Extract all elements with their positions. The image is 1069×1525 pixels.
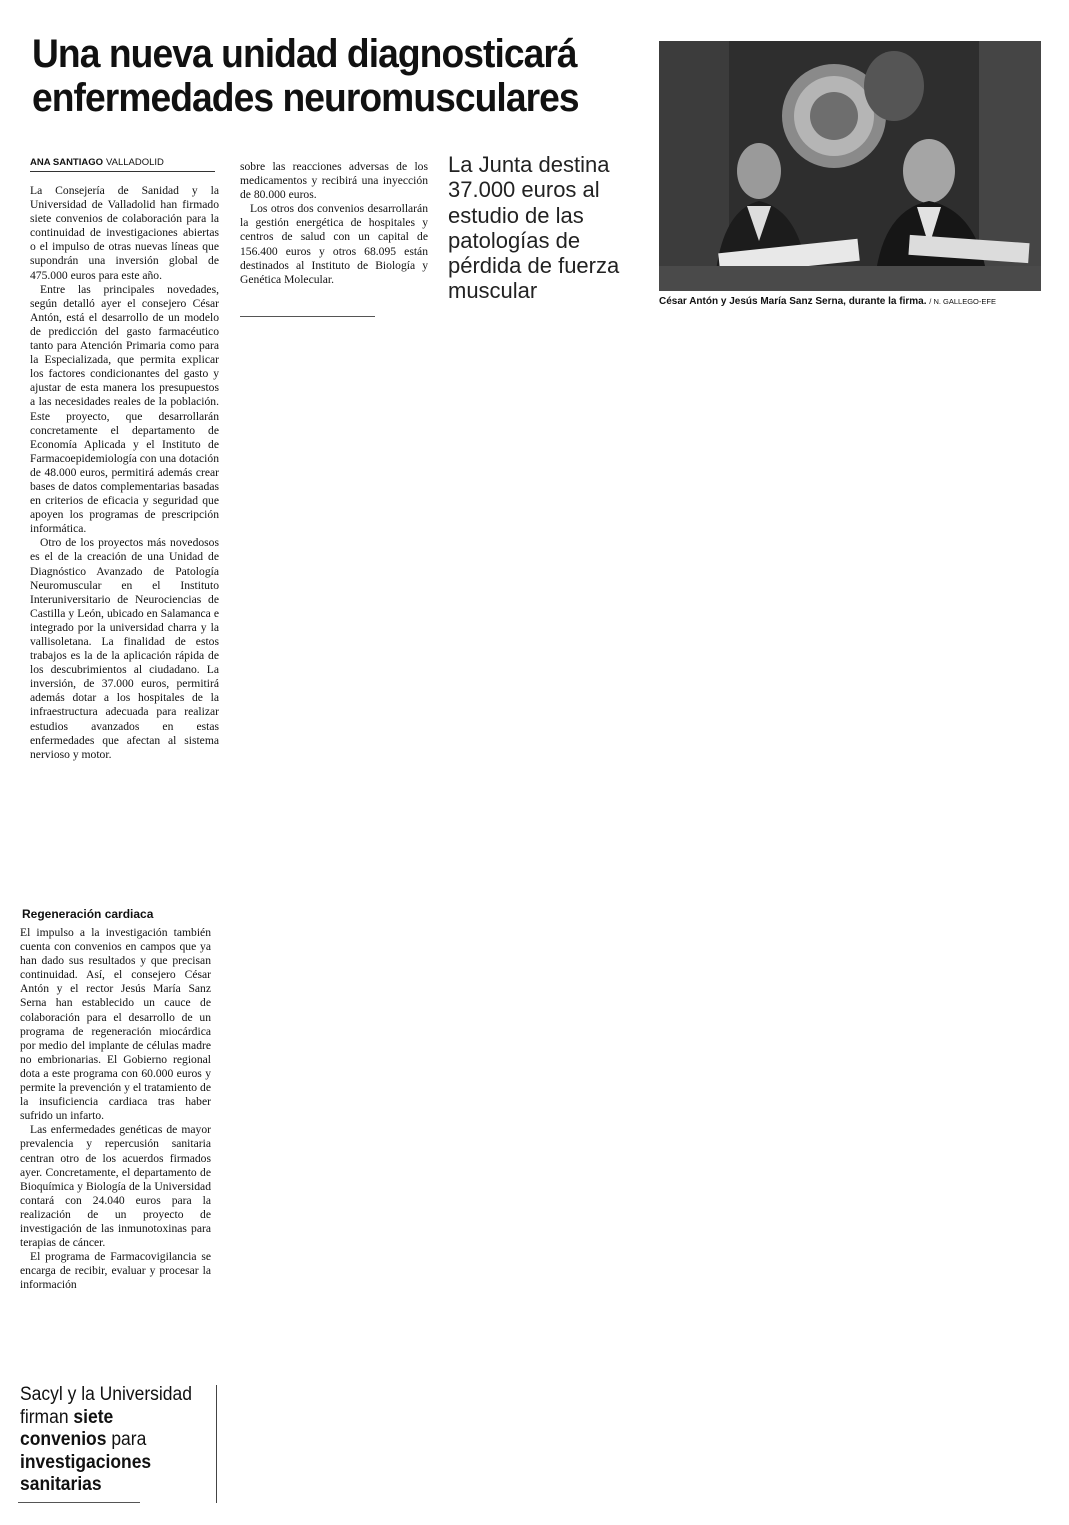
- paragraph: El impulso a la investigación también cuenta con convenios en campos que ya han dado sus resultados y que precisan continuidad. Así, el consejero César Antón y el rector Jesús María Sanz Serna han establecido un cauce de colaboración para el desarrollo de un programa de regeneración miocárdica por medio del implante de células madre no embrionarias. El Gobierno regional dota a este programa con 60.000 euros y permite la prevención y el tratamiento de la insuficiencia cardiaca tras haber sufrido un infarto.: [20, 926, 211, 1123]
- pull-quote: [20, 1384, 204, 1497]
- pull-quote-text: Sacyl y la Universidad firman: [20, 1384, 192, 1428]
- photo-caption: [659, 296, 1049, 307]
- byline: [30, 157, 215, 172]
- paragraph: La Consejería de Sanidad y la Universidad de Valladolid han firmado siete convenios de colaboración para la continuidad de investigaciones abiertas o el impulso de otras nuevas líneas que supondrán una inversión global de 475.000 euros para este año.: [30, 184, 219, 282]
- author: ANA SANTIAGO: [30, 157, 104, 168]
- deck: La Junta destina 37.000 euros al estudio de las patologías de pérdida de fuerza muscular: [448, 152, 620, 304]
- pull-quote-underline: [18, 1502, 140, 1503]
- pull-quote-text: para: [106, 1429, 147, 1450]
- paragraph: sobre las reacciones adversas de los medicamentos y recibirá una inyección de 80.000 euros.: [240, 160, 428, 202]
- caption-text: César Antón y Jesús María Sanz Serna, durante la firma.: [659, 296, 927, 307]
- body-column-1: [30, 184, 219, 762]
- paragraph: Las enfermedades genéticas de mayor prevalencia y repercusión sanitaria centran otro de los acuerdos firmados ayer. Concretamente, el departamento de Bioquímica y Biología de la Universidad contará con 24.040 euros para la realización de un proyecto de investigación de las inmunotoxinas para terapias de cáncer.: [20, 1123, 211, 1250]
- headline: [32, 32, 604, 120]
- location: VALLADOLID: [106, 157, 164, 168]
- pull-quote-bold: investigaciones sanitarias: [20, 1451, 152, 1495]
- photo-credit: / N. GALLEGO-EFE: [929, 297, 996, 306]
- column-end-rule: [240, 316, 375, 317]
- pull-quote-bold: siete convenios: [20, 1406, 114, 1450]
- body-column-1-continued: [20, 926, 211, 1292]
- headline-line-1: Una nueva unidad diagnosticará: [32, 32, 577, 76]
- headline-line-2: enfermedades neuromusculares: [32, 76, 579, 120]
- body-column-2: [240, 160, 428, 287]
- news-photo: [659, 41, 1041, 291]
- paragraph: Entre las principales novedades, según detalló ayer el consejero César Antón, está el desarrollo de un modelo de predicción del gasto farmacéutico tanto para Atención Primaria como para la Especializada, que permita explicar los factores condicionantes del gasto y ajustar de esta manera los presupuestos a las necesidades reales de la población. Este proyecto, que desarrollarán concretamente el departamento de Economía Aplicada y el Instituto de Farmacoepidemiología con una dotación de 48.000 euros, permitirá además crear bases de datos complementarias basadas en criterios de eficacia y seguridad que apoyen los programas de prescripción informática.: [30, 282, 219, 536]
- pull-quote-rule: [216, 1385, 217, 1503]
- paragraph: Los otros dos convenios desarrollarán la gestión energética de hospitales y centros de salud con un capital de 156.400 euros y otros 68.095 están destinados al Instituto de Biología y Genética Molecular.: [240, 202, 428, 286]
- paragraph: Otro de los proyectos más novedosos es el de la creación de una Unidad de Diagnóstico Avanzado de Patología Neuromuscular en el Instituto Interuniversitario de Neurociencias de Castilla y León, ubicado en Salamanca e integrado por la universidad charra y la vallisoletana. La finalidad de estos trabajos es la de la aplicación rápida de los descubrimientos al ciudadano. La inversión, de 37.000 euros, permitirá además dotar a los hospitales de la infraestructura adecuada para realizar estudios avanzados en estas enfermedades que afectan al sistema nervioso y motor.: [30, 536, 219, 761]
- subhead: Regeneración cardiaca: [22, 907, 154, 921]
- paragraph: El programa de Farmacovigilancia se encarga de recibir, evaluar y procesar la información: [20, 1250, 211, 1292]
